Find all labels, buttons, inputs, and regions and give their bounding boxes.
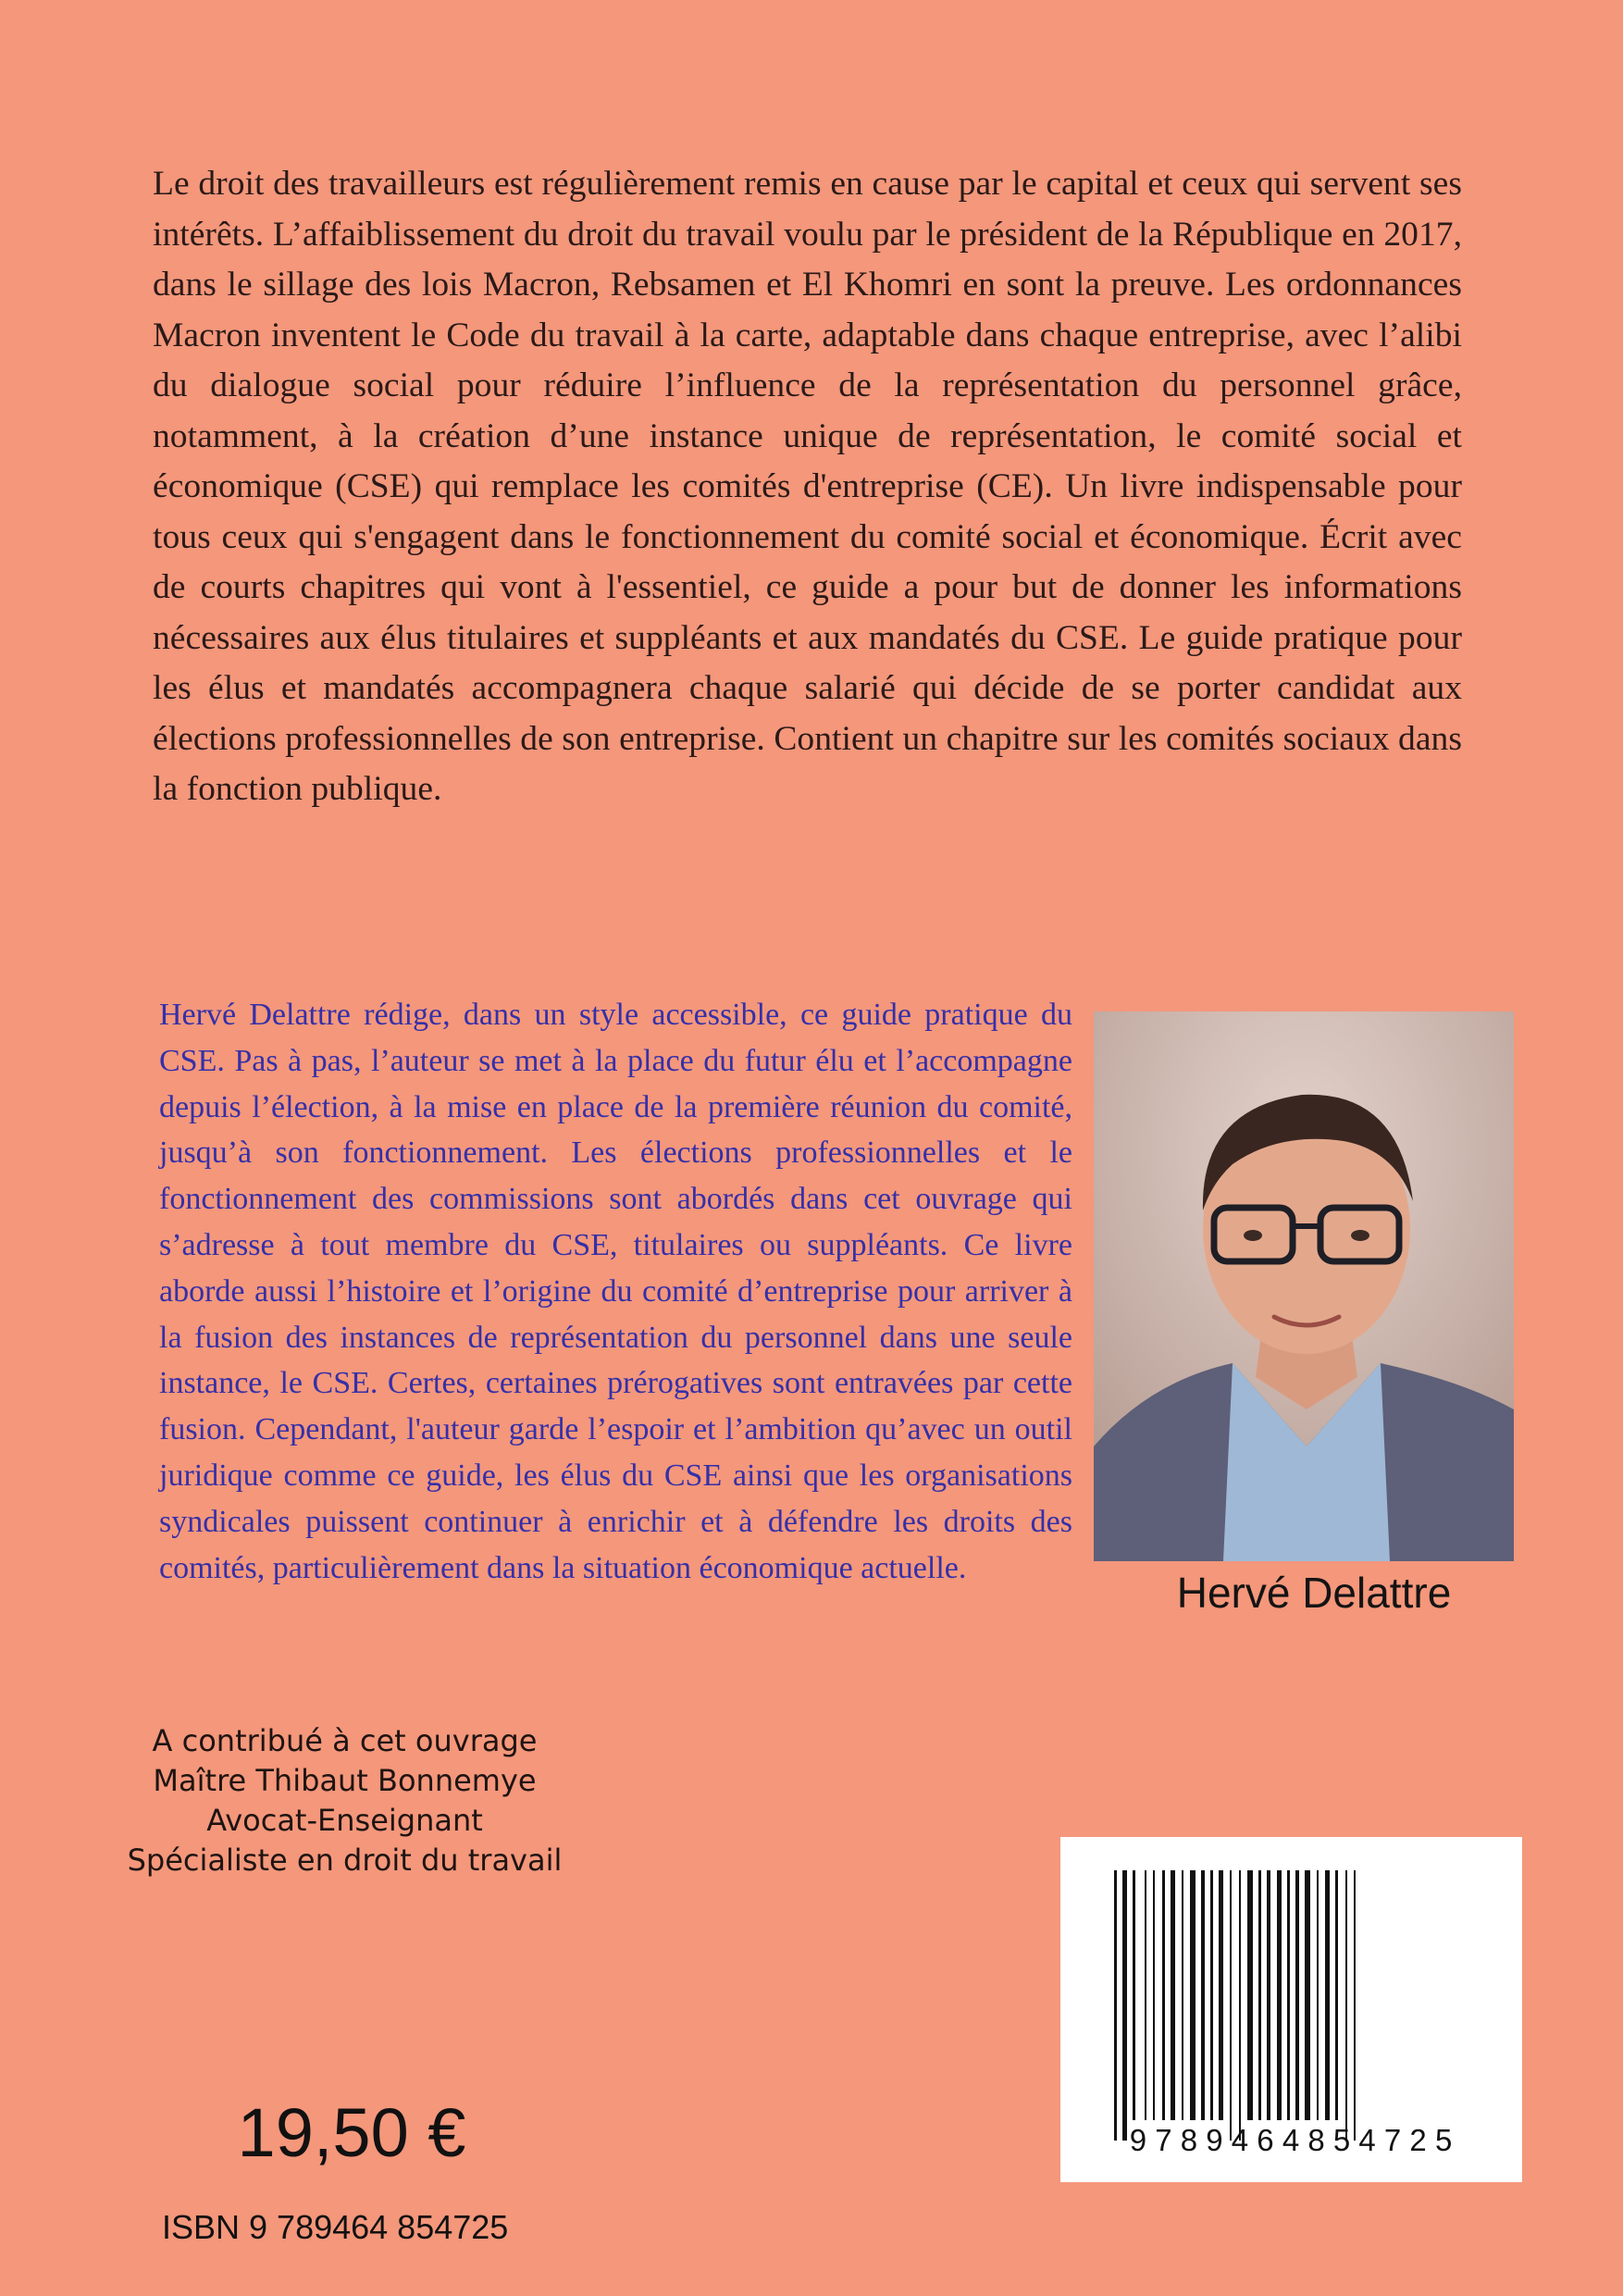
barcode-bar xyxy=(1305,1870,1310,2120)
barcode-bar xyxy=(1201,1870,1205,2120)
barcode-bar xyxy=(1171,1870,1175,2120)
author-name: Hervé Delattre xyxy=(1176,1569,1452,1617)
barcode-bar xyxy=(1247,1870,1253,2120)
barcode-bar xyxy=(1325,1870,1330,2120)
credit-line: Spécialiste en droit du travail xyxy=(127,1843,563,1878)
barcode-bars xyxy=(1060,1837,1522,2182)
book-summary: Le droit des travailleurs est régulièrement remis en cause par le capital et ceux qui servent ses intérêts. L’affaiblissement du droit du travail voulu par le président de la République en 2017, dans le sillage des lois Macron, Rebsamen et El Khomri en sont la preuve. Les ordonnances Macron inventent le Code du travail à la carte, adaptable dans chaque entreprise, avec l’alibi du dialogue social pour réduire l’influence de la représentation du personnel grâce, notamment, à la création d’une instance unique de représentation, le comité social et économique (CSE) qui remplace les comités d'entreprise (CE). Un livre indispensable pour tous ceux qui s'engagent dans le fonctionnement du comité social et économique. Écrit avec de courts chapitres qui vont à l'essentiel, ce guide a pour but de donner les informations nécessaires aux élus titulaires et suppléants et aux mandatés du CSE. Le guide pratique pour les élus et mandatés accompagnera chaque salarié qui décide de se porter candidat aux élections professionnelles de son entreprise. Contient un chapitre sur les comités sociaux dans la fonction publique. xyxy=(153,165,1462,808)
barcode-bar xyxy=(1162,1870,1165,2120)
barcode-bar xyxy=(1190,1870,1196,2120)
barcode-bar xyxy=(1267,1870,1270,2120)
barcode-bar xyxy=(1219,1870,1223,2120)
barcode-digits: 9 7 8 9 4 6 4 8 5 4 7 2 5 xyxy=(1129,2123,1453,2157)
isbn-label: ISBN 9 789464 854725 xyxy=(162,2208,509,2246)
barcode-bar xyxy=(1287,1870,1290,2120)
credit-line: Maître Thibaut Bonnemye xyxy=(153,1763,537,1798)
barcode-bar xyxy=(1114,1870,1117,2141)
author-photo xyxy=(1094,1011,1514,1561)
barcode-bar xyxy=(1145,1870,1146,2120)
contributor-credits xyxy=(120,1721,569,1880)
barcode-bar xyxy=(1133,1870,1135,2120)
author-bio: Hervé Delattre rédige, dans un style accessible, ce guide pratique du CSE. Pas à pas, l’auteur se met à la place du futur élu et l’accompagne depuis l’élection, à la mise en place de la première réunion du comité, jusqu’à son fonctionnement. Les élections professionnelles et le fonctionnement des commissions sont abordés dans cet ouvrage qui s’adresse à tout membre du CSE, titulaires ou suppléants. Ce livre aborde aussi l’histoire et l’origine du comité d’entreprise pour arriver à la fusion des instances de représentation du personnel dans une seule instance, le CSE. Certes, certaines prérogatives sont entravées par cette fusion. Cependant, l'auteur garde l’espoir et l’ambition qu’avec un outil juridique comme ce guide, les élus du CSE ainsi que les organisations syndicales puissent continuer à enrichir et à défendre les droits des comités, particulièrement dans la situation économique actuelle. xyxy=(159,998,1072,1585)
credit-line: A contribué à cet ouvrage xyxy=(152,1723,538,1758)
price: 19,50 € xyxy=(237,2094,466,2171)
barcode-bar xyxy=(1258,1870,1261,2120)
barcode-bar xyxy=(1277,1870,1282,2120)
barcode-bar xyxy=(1210,1870,1213,2120)
barcode-bar xyxy=(1153,1870,1155,2120)
barcode-bar xyxy=(1239,1870,1241,2141)
barcode-bar xyxy=(1335,1870,1338,2120)
barcode-bar xyxy=(1354,1870,1356,2141)
barcode-bar xyxy=(1295,1870,1299,2120)
barcode-bar xyxy=(1345,1870,1347,2141)
credit-line: Avocat-Enseignant xyxy=(206,1803,483,1838)
barcode-bar xyxy=(1317,1870,1319,2120)
barcode xyxy=(1060,1837,1522,2182)
author-portrait-image xyxy=(1094,1011,1514,1561)
barcode-bar xyxy=(1122,1870,1127,2141)
barcode-bar xyxy=(1182,1870,1183,2120)
barcode-bar xyxy=(1230,1870,1232,2141)
